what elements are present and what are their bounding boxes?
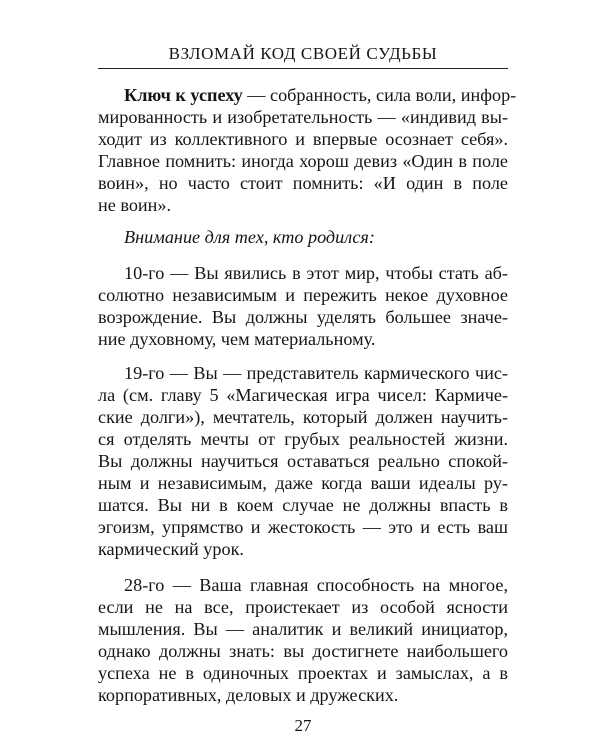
paragraph-line: ся отделять мечты от грубых реальностей жизни. bbox=[98, 429, 508, 449]
header-rule bbox=[98, 68, 508, 69]
page-number: 27 bbox=[294, 716, 312, 735]
paragraph-line: корпоративных, деловых и дружеских. bbox=[98, 685, 399, 705]
paragraph-line: не воин». bbox=[98, 195, 172, 215]
paragraph-line: солютно независимым и пережить некое духовное bbox=[98, 285, 508, 305]
paragraph-line: мированность и изобретательность — «индивид вы- bbox=[98, 107, 508, 127]
running-head: ВЗЛОМАЙ КОД СВОЕЙ СУДЬБЫ bbox=[168, 44, 438, 63]
paragraph-line: воин», но часто стоит помнить: «И один в поле bbox=[98, 173, 508, 193]
paragraph-line: однако должны знать: вы достигнете наибольшего bbox=[98, 641, 508, 661]
paragraph-line: шатся. Вы ни в коем случае не должны впасть в bbox=[98, 495, 508, 515]
paragraph-line: Главное помнить: иногда хорош девиз «Один в поле bbox=[98, 151, 508, 171]
paragraph-line: Вы должны научиться оставаться реально спокой- bbox=[98, 451, 508, 471]
paragraph-line: успеха не в одиночных проектах и замыслах, а в bbox=[98, 663, 508, 683]
paragraph-line: эгоизм, упрямство и жестокость — это и есть ваш bbox=[98, 517, 508, 537]
paragraph-line: ным и независимым, даже когда ваши идеалы ру- bbox=[98, 473, 508, 493]
paragraph-line: ские долги»), мечтатель, который должен научить- bbox=[98, 407, 508, 427]
paragraph-line: 28-го — Ваша главная способность на многое, bbox=[124, 575, 508, 595]
paragraph-line: 19-го — Вы — представитель кармического чис- bbox=[124, 363, 508, 383]
paragraph-line: ла (см. главу 5 «Магическая игра чисел: Кармиче- bbox=[98, 385, 508, 405]
paragraph-line: 10-го — Вы явились в этот мир, чтобы стать аб- bbox=[124, 263, 508, 283]
paragraph-line: мышления. Вы — аналитик и великий инициатор, bbox=[98, 619, 508, 639]
paragraph-line: ходит из коллективного и впервые осознает себя». bbox=[98, 129, 508, 149]
attention-heading: Внимание для тех, кто родился: bbox=[124, 227, 375, 247]
paragraph-line: если не на все, проистекает из особой ясности bbox=[98, 597, 508, 617]
paragraph-line: возрождение. Вы должны уделять большее значе- bbox=[98, 307, 508, 327]
key-term: Ключ к успеху bbox=[124, 85, 243, 105]
key-text: — собранность, сила воли, инфор- bbox=[242, 85, 517, 105]
paragraph-line bbox=[124, 84, 517, 106]
paragraph-line: кармический урок. bbox=[98, 539, 244, 559]
paragraph-line: ние духовному, чем материальному. bbox=[98, 329, 376, 349]
